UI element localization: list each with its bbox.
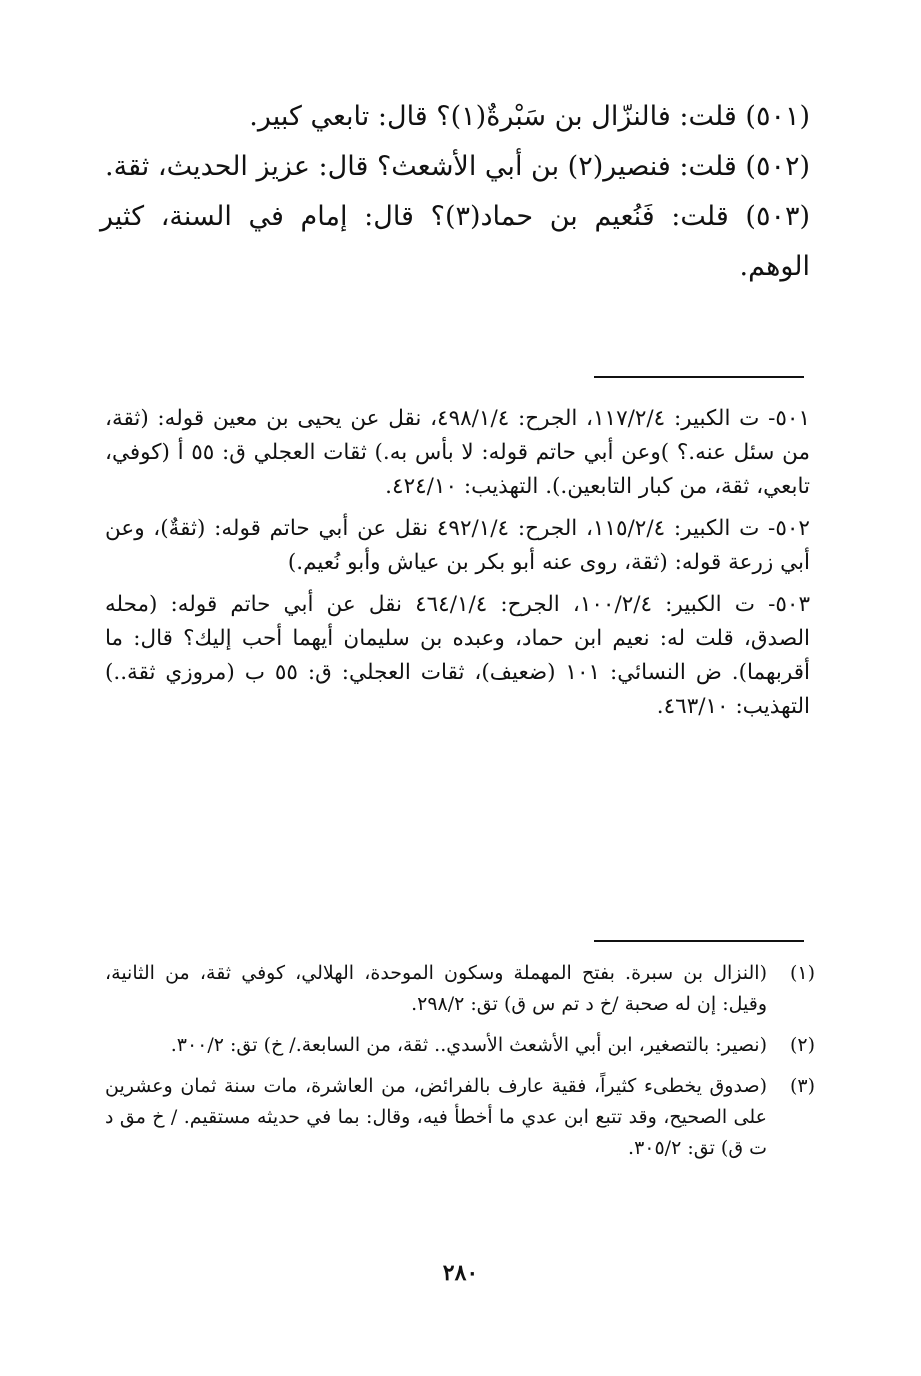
entry-501: (٥٠١) قلت: فالنزّال بن سَبْرةٌ(١)؟ قال: تابعي كبير.: [249, 101, 810, 132]
note-501: ٥٠١- ت الكبير: ١١٧/٢/٤، الجرح: ٤٩٨/١/٤، نقل عن يحيى بن معين قوله: (ثقة، من سئل عنه.؟ )وعن أبي حاتم قوله: لا بأس به.) ثقات العجلي ق: ٥٥ أ (كوفي، تابعي، ثقة، من كبار التابعين.). التهذيب: ٤٢٤/١٠.: [105, 406, 810, 499]
footnote-text: (النزال بن سبرة. بفتح المهملة وسكون الموحدة، الهلالي، كوفي ثقة، من الثانية، وقيل: إن له صحبة /خ د تم س ق) تق: ٢٩٨/٢.: [105, 962, 767, 1015]
note-502: ٥٠٢- ت الكبير: ١١٥/٢/٤، الجرح: ٤٩٢/١/٤ نقل عن أبي حاتم قوله: (ثقةٌ)، وعن أبي زرعة قوله: (ثقة، روى عنه أبو بكر بن عياش وأبو نُعيم.): [105, 516, 810, 575]
footnote-number: (١): [789, 962, 815, 984]
footnote-number: (٢): [789, 1034, 815, 1056]
footnote-2: [105, 1030, 815, 1061]
footnote-number: (٣): [789, 1075, 815, 1097]
entry-502: (٥٠٢) قلت: فنصير(٢) بن أبي الأشعث؟ قال: عزيز الحديث، ثقة.: [105, 151, 810, 182]
footnotes-separator-rule: [594, 940, 804, 942]
footnote-text: (صدوق يخطىء كثيراً، فقية عارف بالفرائض، من العاشرة، مات سنة ثمان وعشرين على الصحيح، وقد تتبع ابن عدي ما أخطأ فيه، وقال: بما في حديثه مستقيم. / خ مق د ت ق) تق: ٣٠٥/٢.: [105, 1075, 767, 1159]
entry-503: (٥٠٣) قلت: فَنُعيم بن حماد(٣)؟ قال: إمام في السنة، كثير الوهم.: [100, 201, 810, 282]
footnote-3: [105, 1071, 815, 1164]
notes-separator-rule: [594, 376, 804, 378]
main-text: [100, 92, 810, 292]
page-number: ٢٨٠: [442, 1260, 479, 1286]
footnote-1: [105, 958, 815, 1020]
footnote-text: (نصير: بالتصغير، ابن أبي الأشعث الأسدي.. ثقة، من السابعة./ خ) تق: ٣٠٠/٢.: [170, 1034, 767, 1056]
footnotes: [105, 958, 815, 1174]
note-503: ٥٠٣- ت الكبير: ١٠٠/٢/٤، الجرح: ٤٦٤/١/٤ نقل عن أبي حاتم قوله: (محله الصدق، قلت له: نعيم ابن حماد، وعبده بن سليمان أيهما أحب إليك؟ قال: ما أقربهما). ض النسائي: ١٠١ (ضعيف)، ثقات العجلي: ق: ٥٥ ب (مروزي ثقة..) التهذيب: ٤٦٣/١٠.: [105, 592, 810, 719]
commentary-notes: [105, 402, 810, 732]
